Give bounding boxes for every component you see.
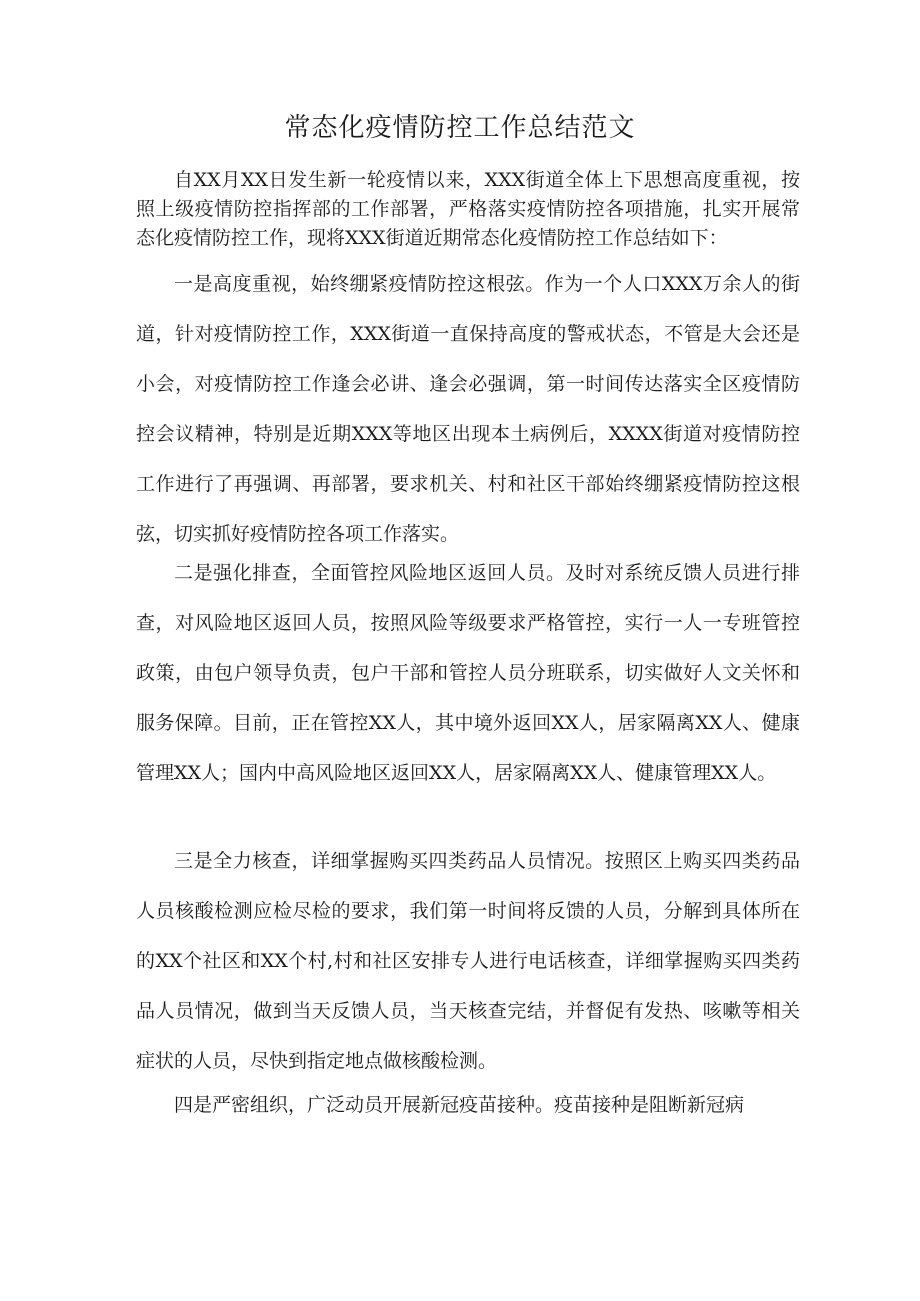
- paragraph-3: 三是全力核查，详细掌握购买四类药品人员情况。按照区上购买四类药品人员核酸检测应检尽检的要求，我们第一时间将反馈的人员，分解到具体所在的XX个社区和XX个村,村和社区安排专人进行电话核查，详细掌握购买四类药品人员情况，做到当天反馈人员，当天核查完结，并督促有发热、咳嗽等相关症状的人员，尽快到指定地点做核酸检测。: [136, 850, 800, 1072]
- paragraph-intro: 自XX月XX日发生新一轮疫情以来，XXX街道全体上下思想高度重视，按照上级疫情防控指挥部的工作部署，严格落实疫情防控各项措施，扎实开展常态化疫情防控工作，现将XXX街道近期常态化疫情防控工作总结如下：: [136, 169, 800, 249]
- paragraph-1: 一是高度重视，始终绷紧疫情防控这根弦。作为一个人口XXX万余人的街道，针对疫情防控工作，XXX街道一直保持高度的警戒状态，不管是大会还是小会，对疫情防控工作逢会必讲、逢会必强调，第一时间传达落实全区疫情防控会议精神，特别是近期XXX等地区出现本土病例后，XXXX街道对疫情防控工作进行了再强调、再部署，要求机关、村和社区干部始终绷紧疫情防控这根弦，切实抓好疫情防控各项工作落实。: [136, 273, 800, 545]
- document-title: 常态化疫情防控工作总结范文: [284, 113, 636, 143]
- paragraph-4: 四是严密组织，广泛动员开展新冠疫苗接种。疫苗接种是阻断新冠病: [174, 1094, 745, 1116]
- paragraph-2: 二是强化排查，全面管控风险地区返回人员。及时对系统反馈人员进行排查，对风险地区返回人员，按照风险等级要求严格管控，实行一人一专班管控政策，由包户领导负责，包户干部和管控人员分班联系，切实做好人文关怀和服务保障。目前，正在管控XX人，其中境外返回XX人，居家隔离XX人、健康管理XX人；国内中高风险地区返回XX人，居家隔离XX人、健康管理XX人。: [136, 562, 800, 784]
